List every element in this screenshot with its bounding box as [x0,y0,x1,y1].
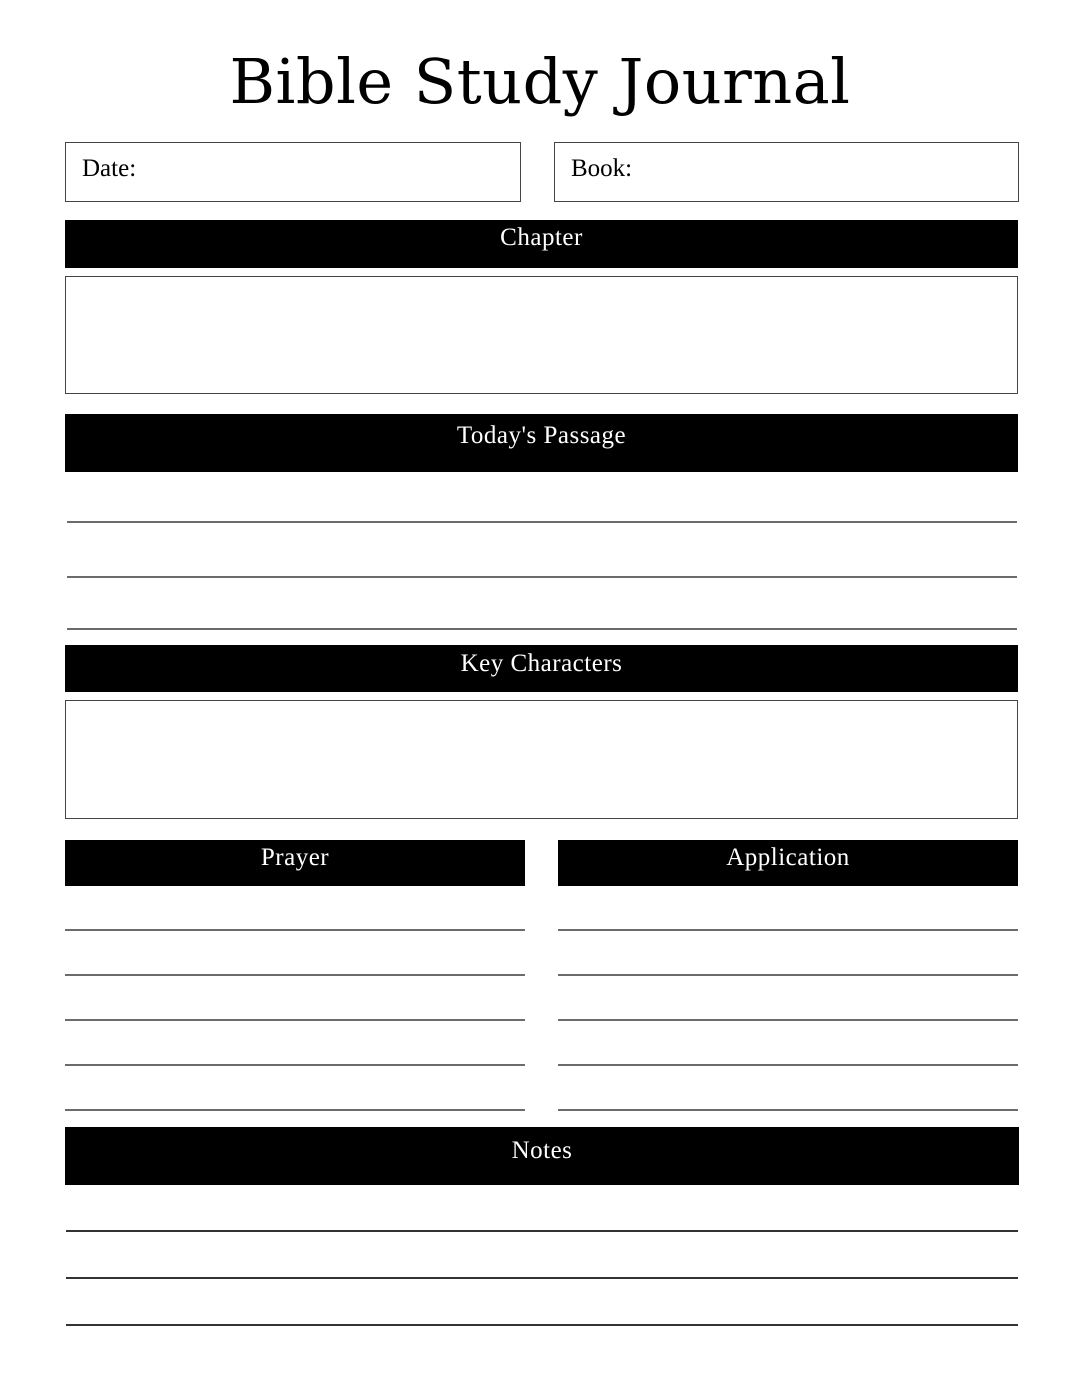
application-line[interactable] [558,974,1018,976]
application-line[interactable] [558,1109,1018,1111]
todays-passage-header-label: Today's Passage [456,422,627,449]
prayer-line[interactable] [65,1064,525,1066]
date-field[interactable] [65,142,521,202]
date-label: Date: [82,155,137,182]
book-field[interactable] [554,142,1019,202]
prayer-line[interactable] [65,974,525,976]
application-line[interactable] [558,1064,1018,1066]
application-line[interactable] [558,1019,1018,1021]
chapter-box[interactable] [65,276,1018,394]
notes-header [65,1127,1019,1185]
notes-line[interactable] [66,1324,1018,1326]
prayer-line[interactable] [65,929,525,931]
prayer-header [65,840,525,886]
chapter-header [65,220,1018,268]
notes-line[interactable] [66,1230,1018,1232]
prayer-line[interactable] [65,1109,525,1111]
notes-header-label: Notes [511,1137,573,1164]
application-header-label: Application [726,844,850,871]
application-line[interactable] [558,929,1018,931]
passage-line[interactable] [67,521,1017,523]
key-characters-header-label: Key Characters [460,650,623,677]
key-characters-box[interactable] [65,700,1018,819]
prayer-line[interactable] [65,1019,525,1021]
application-header [558,840,1018,886]
chapter-header-label: Chapter [500,224,583,251]
prayer-header-label: Prayer [260,844,330,871]
key-characters-header [65,645,1018,692]
todays-passage-header [65,414,1018,472]
page-title: Bible Study Journal [229,45,851,118]
passage-line[interactable] [67,628,1017,630]
book-label: Book: [571,155,633,182]
passage-line[interactable] [67,576,1017,578]
notes-line[interactable] [66,1277,1018,1279]
